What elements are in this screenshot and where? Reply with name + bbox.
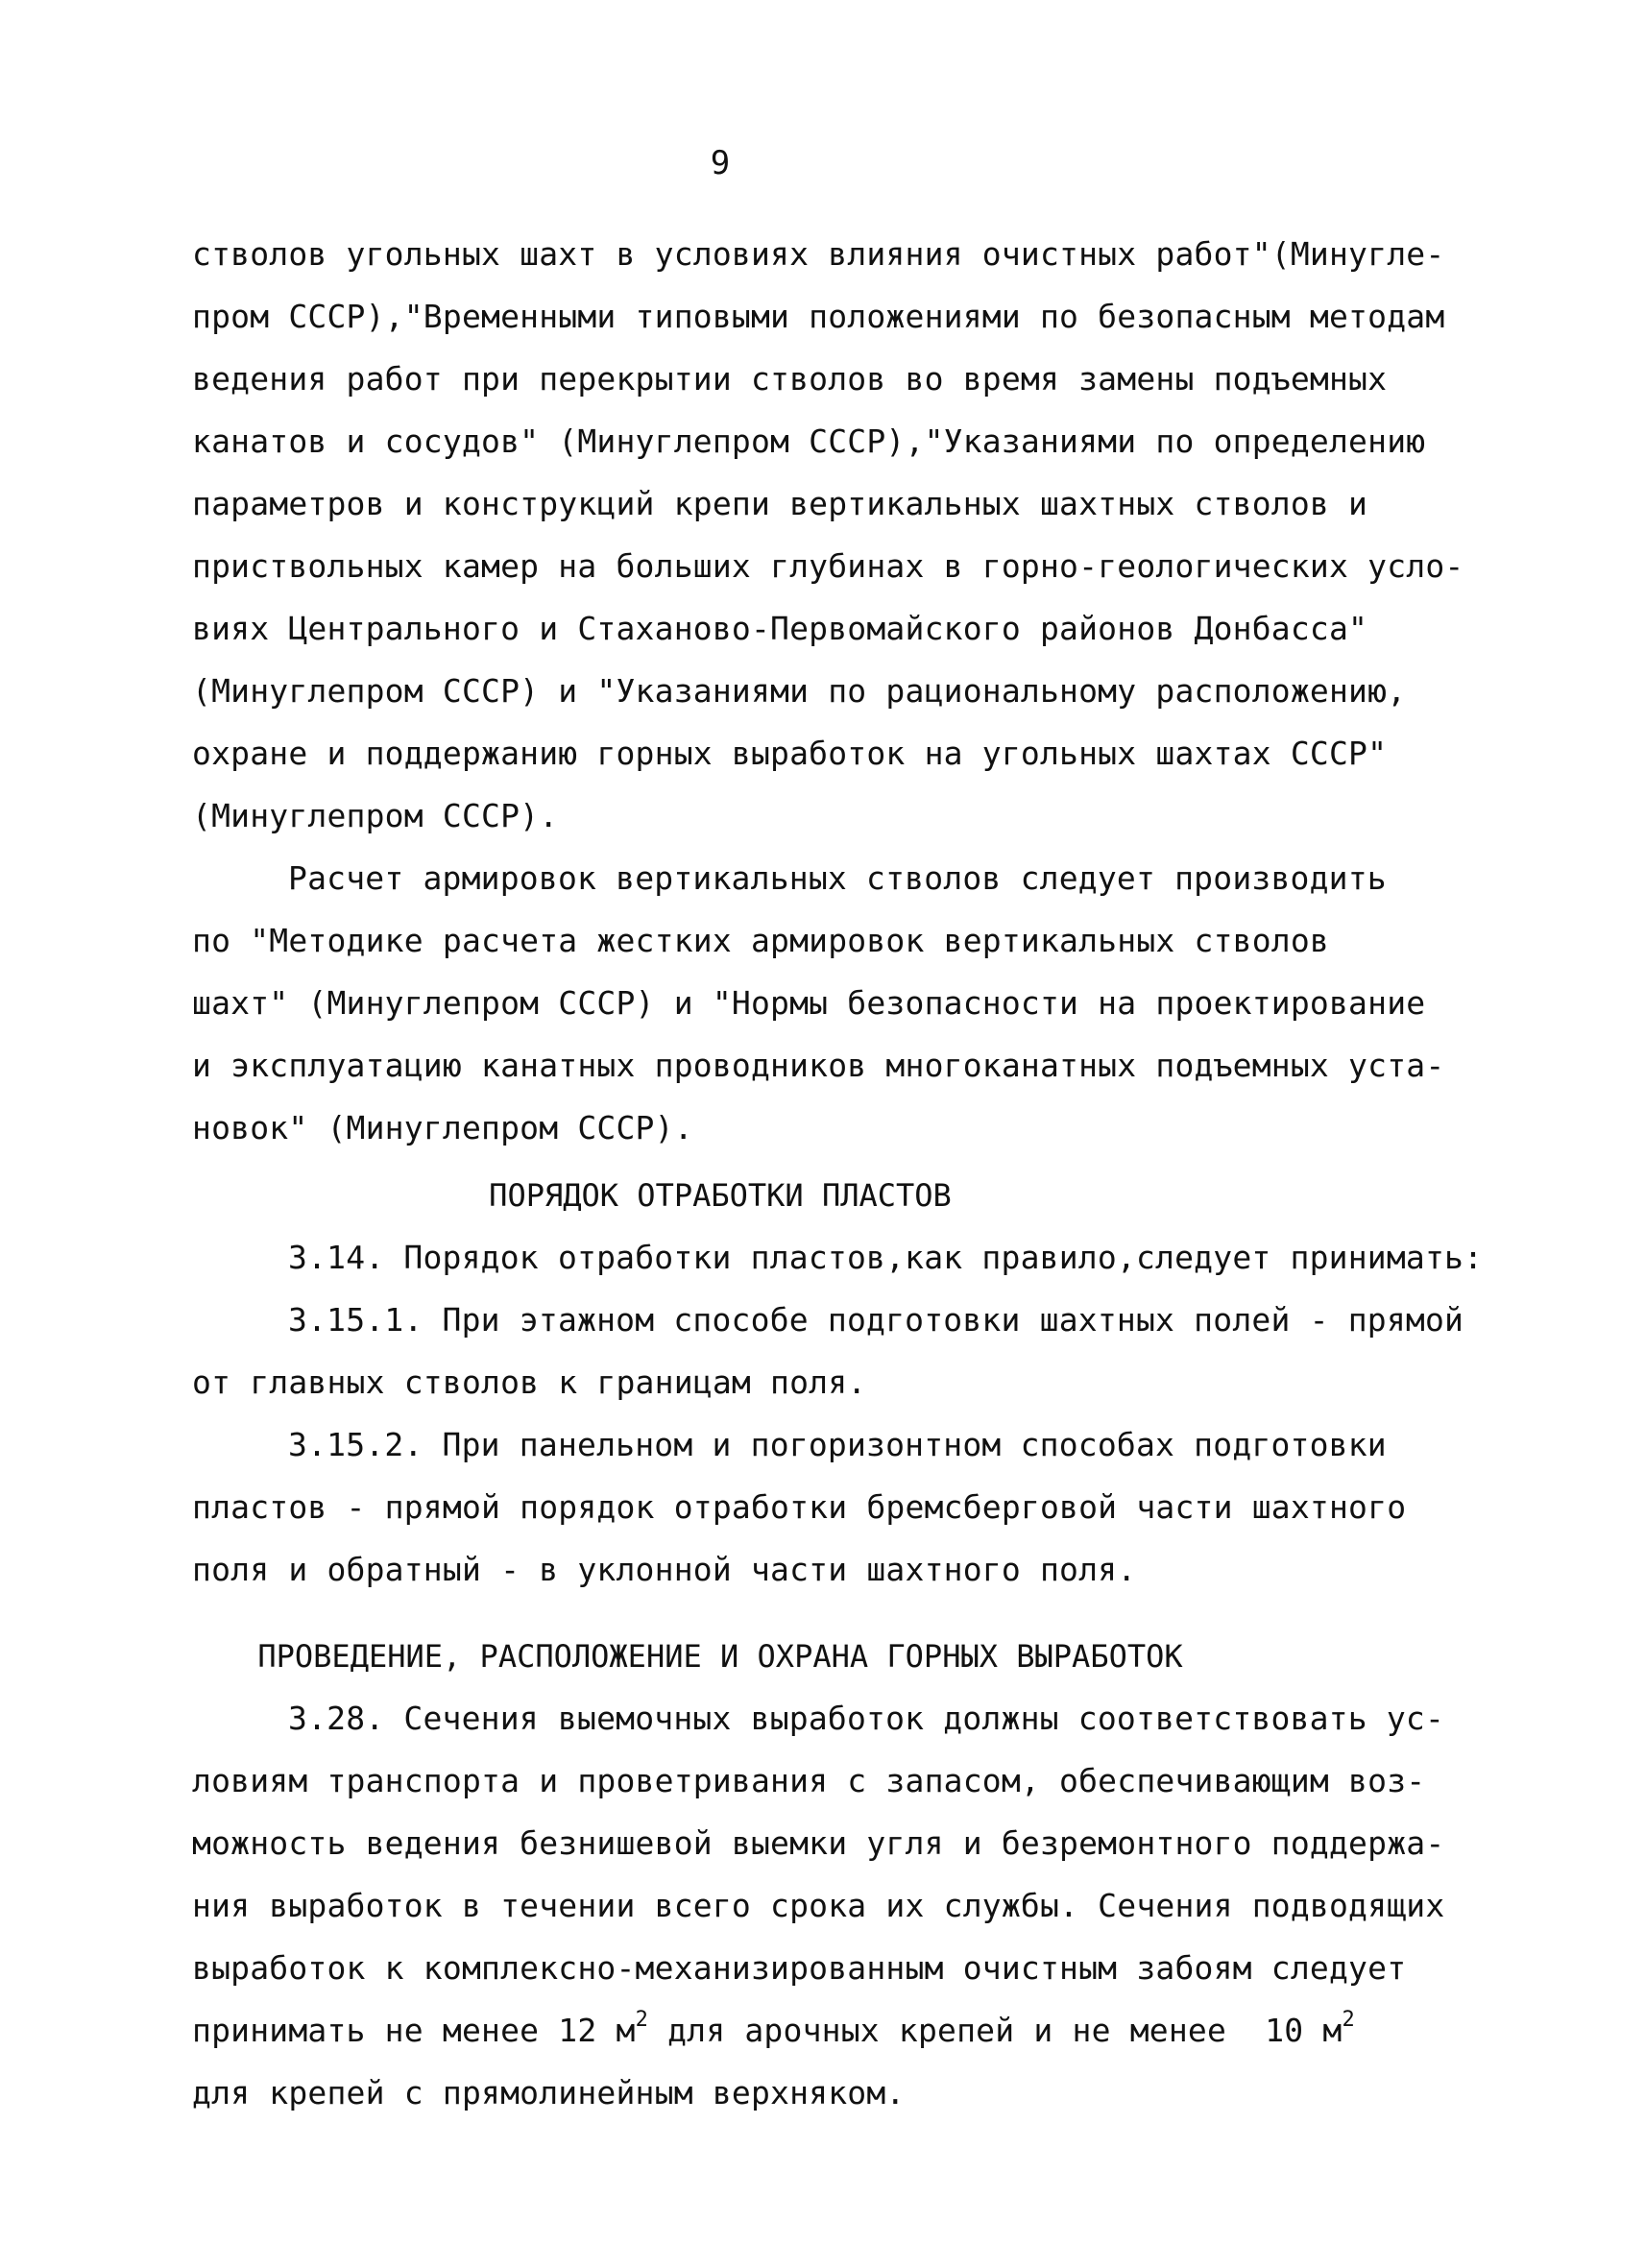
text-line-with-superscript bbox=[192, 2008, 1355, 2050]
superscript: 2 bbox=[635, 2008, 649, 2032]
section-heading: ПОРЯДОК ОТРАБОТКИ ПЛАСТОВ bbox=[489, 1177, 952, 1214]
text-line: и эксплуатацию канатных проводников многоканатных подъемных уста- bbox=[192, 1047, 1445, 1084]
text-line: Расчет армировок вертикальных стволов следует производить bbox=[288, 859, 1387, 897]
text-line: 3.15.1. При этажном способе подготовки шахтных полей - прямой bbox=[288, 1301, 1464, 1339]
text-line: параметров и конструкций крепи вертикальных шахтных стволов и bbox=[192, 485, 1368, 522]
text-line: охране и поддержанию горных выработок на угольных шахтах СССР" bbox=[192, 735, 1388, 772]
text-line: ведения работ при перекрытии стволов во время замены подъемных bbox=[192, 360, 1388, 398]
text-line: от главных стволов к границам поля. bbox=[192, 1363, 867, 1401]
text-line: (Минуглепром СССР). bbox=[192, 797, 559, 834]
superscript: 2 bbox=[1342, 2008, 1355, 2032]
page-number: 9 bbox=[710, 144, 731, 182]
text-segment: для арочных крепей и не менее bbox=[648, 2012, 1266, 2049]
text-line: пластов - прямой порядок отработки бремсберговой части шахтного bbox=[192, 1488, 1407, 1526]
text-line: (Минуглепром СССР) и "Указаниями по рациональному расположению, bbox=[192, 672, 1407, 710]
text-line: шахт" (Минуглепром СССР) и "Нормы безопасности на проектирование bbox=[192, 984, 1426, 1022]
area-value: 10 м bbox=[1265, 2012, 1343, 2049]
text-line: поля и обратный - в уклонной части шахтного поля. bbox=[192, 1551, 1137, 1588]
text-line: можность ведения безнишевой выемки угля и безремонтного поддержа- bbox=[192, 1824, 1445, 1862]
text-line: виях Центрального и Стаханово-Первомайского районов Донбасса" bbox=[192, 610, 1368, 647]
text-line: пром СССР),"Временными типовыми положениями по безопасным методам bbox=[192, 298, 1445, 335]
text-line: новок" (Минуглепром СССР). bbox=[192, 1109, 693, 1146]
text-line: канатов и сосудов" (Минуглепром СССР),"Указаниями по определению bbox=[192, 422, 1426, 460]
text-line: по "Методике расчета жестких армировок вертикальных стволов bbox=[192, 922, 1329, 959]
section-heading: ПРОВЕДЕНИЕ, РАСПОЛОЖЕНИЕ И ОХРАНА ГОРНЫХ ВЫРАБОТОК bbox=[257, 1638, 1183, 1675]
text-line: стволов угольных шахт в условиях влияния очистных работ"(Минугле- bbox=[192, 235, 1445, 273]
text-line: 3.14. Порядок отработки пластов,как правило,следует принимать: bbox=[288, 1239, 1484, 1276]
text-line: 3.28. Сечения выемочных выработок должны соответствовать ус- bbox=[288, 1700, 1445, 1737]
text-line: приствольных камер на больших глубинах в горно-геологических усло- bbox=[192, 547, 1464, 585]
area-value: 12 м bbox=[558, 2012, 636, 2049]
text-line: выработок к комплексно-механизированным очистным забоям следует bbox=[192, 1949, 1407, 1987]
text-line: ловиям транспорта и проветривания с запасом, обеспечивающим воз- bbox=[192, 1762, 1426, 1799]
text-line: ния выработок в течении всего срока их службы. Сечения подводящих bbox=[192, 1887, 1445, 1924]
text-line: 3.15.2. При панельном и погоризонтном способах подготовки bbox=[288, 1426, 1387, 1463]
text-line: для крепей с прямолинейным верхняком. bbox=[192, 2074, 906, 2111]
text-segment: принимать не менее bbox=[192, 2012, 559, 2049]
